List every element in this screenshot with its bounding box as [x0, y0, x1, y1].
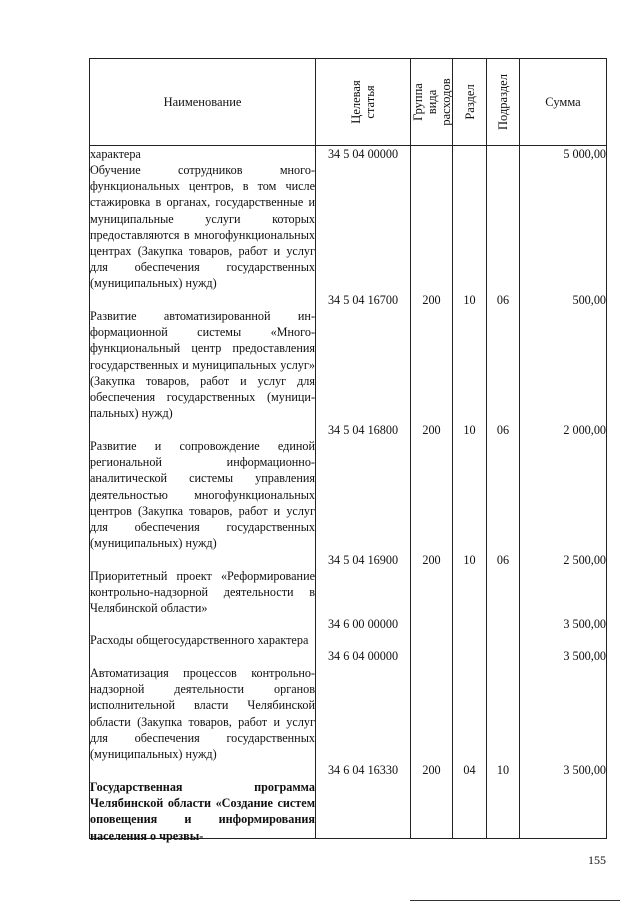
row-name-0: характера	[90, 147, 141, 161]
row-code-1: 34 5 04 00000	[327, 147, 399, 161]
row-section-4: 10	[463, 553, 476, 567]
header-subsection	[487, 59, 520, 146]
header-sum: Сумма	[520, 59, 607, 146]
row-name-3: Развитие автоматизированной информационной системы «Многофункциональный центр предоставления государственных и муниципальных услуг» (Закупка товаров, работ и услуг для обеспечения государственных (муниципальных) нужд)	[90, 309, 315, 421]
page-number: 155	[588, 853, 606, 867]
footer-rule	[410, 900, 620, 901]
row-sum-5: 3 500,00	[563, 617, 606, 631]
row-name-8: Государственная программа Челябинской области «Создание систем оповещения и информирования населения о чрезвы-	[90, 780, 315, 843]
header-expense-group	[411, 59, 453, 146]
row-sum-3: 2 000,00	[563, 423, 606, 437]
row-group-2: 200	[422, 293, 441, 307]
row-group-7: 200	[422, 763, 441, 777]
row-name-7: Автоматизация процессов контрольно-надзорной деятельности органов исполнительной власти Челябинской области (Закупка товаров, работ и услуг для обеспечения государственных (муниципальных) нужд)	[90, 666, 315, 762]
row-code-4: 34 5 04 16900	[327, 553, 399, 567]
row-name-1: Обучение сотрудников многофункциональных центров, в том числе стажировка в органах, государственные и муниципальные услуги которых предоставляются в многофункциональных центрах (Закупка товаров, работ и услуг для обеспечения государственных (муниципальных) нужд)	[90, 163, 315, 291]
row-sum-6: 3 500,00	[563, 649, 606, 663]
header-subsection-text: Подраздел	[496, 74, 510, 130]
row-subsection-7: 10	[496, 763, 510, 777]
row-code-3: 34 5 04 16800	[327, 423, 399, 437]
row-code-7: 34 6 04 16330	[327, 763, 399, 777]
target-article-column	[316, 146, 411, 839]
row-section-7: 04	[463, 763, 476, 777]
row-group-3: 200	[422, 423, 441, 437]
row-subsection-4: 06	[496, 553, 510, 567]
header-target-article	[316, 59, 411, 146]
row-sum-1: 5 000,00	[563, 147, 606, 161]
header-expense-group-text: Группа вида расходов	[410, 78, 453, 126]
table-header-row	[90, 59, 607, 146]
header-name: Наименование	[90, 59, 316, 146]
row-sum-4: 2 500,00	[563, 553, 606, 567]
row-sum-2: 500,00	[572, 293, 606, 307]
row-subsection-3: 06	[496, 423, 510, 437]
row-name-6: Расходы общегосударственного характера	[90, 633, 309, 647]
row-name-4: Развитие и сопровождение единой региональной информационно-аналитической системы управления деятельностью многофункциональных центров (Закупка товаров, работ и услуг для обеспечения государственных (муниципальных) нужд)	[90, 439, 315, 551]
header-section-text: Раздел	[462, 84, 477, 120]
row-section-3: 10	[463, 423, 476, 437]
sum-column	[520, 146, 607, 839]
header-section	[453, 59, 487, 146]
row-name-5: Приоритетный проект «Реформирование контрольно-надзорной деятельности в Челябинской области»	[90, 569, 315, 616]
row-code-2: 34 5 04 16700	[327, 293, 399, 307]
row-code-5: 34 6 00 00000	[327, 617, 399, 631]
subsection-column	[487, 146, 520, 839]
section-column	[453, 146, 487, 839]
row-section-2: 10	[463, 293, 476, 307]
name-column	[90, 146, 316, 843]
row-sum-7: 3 500,00	[563, 763, 606, 777]
row-subsection-2: 06	[496, 293, 510, 307]
budget-table	[89, 58, 607, 843]
row-group-4: 200	[422, 553, 441, 567]
table-body-row	[90, 146, 607, 839]
expense-group-column	[411, 146, 453, 839]
row-code-6: 34 6 04 00000	[327, 649, 399, 663]
header-target-article-text: Целевая статья	[349, 80, 377, 124]
